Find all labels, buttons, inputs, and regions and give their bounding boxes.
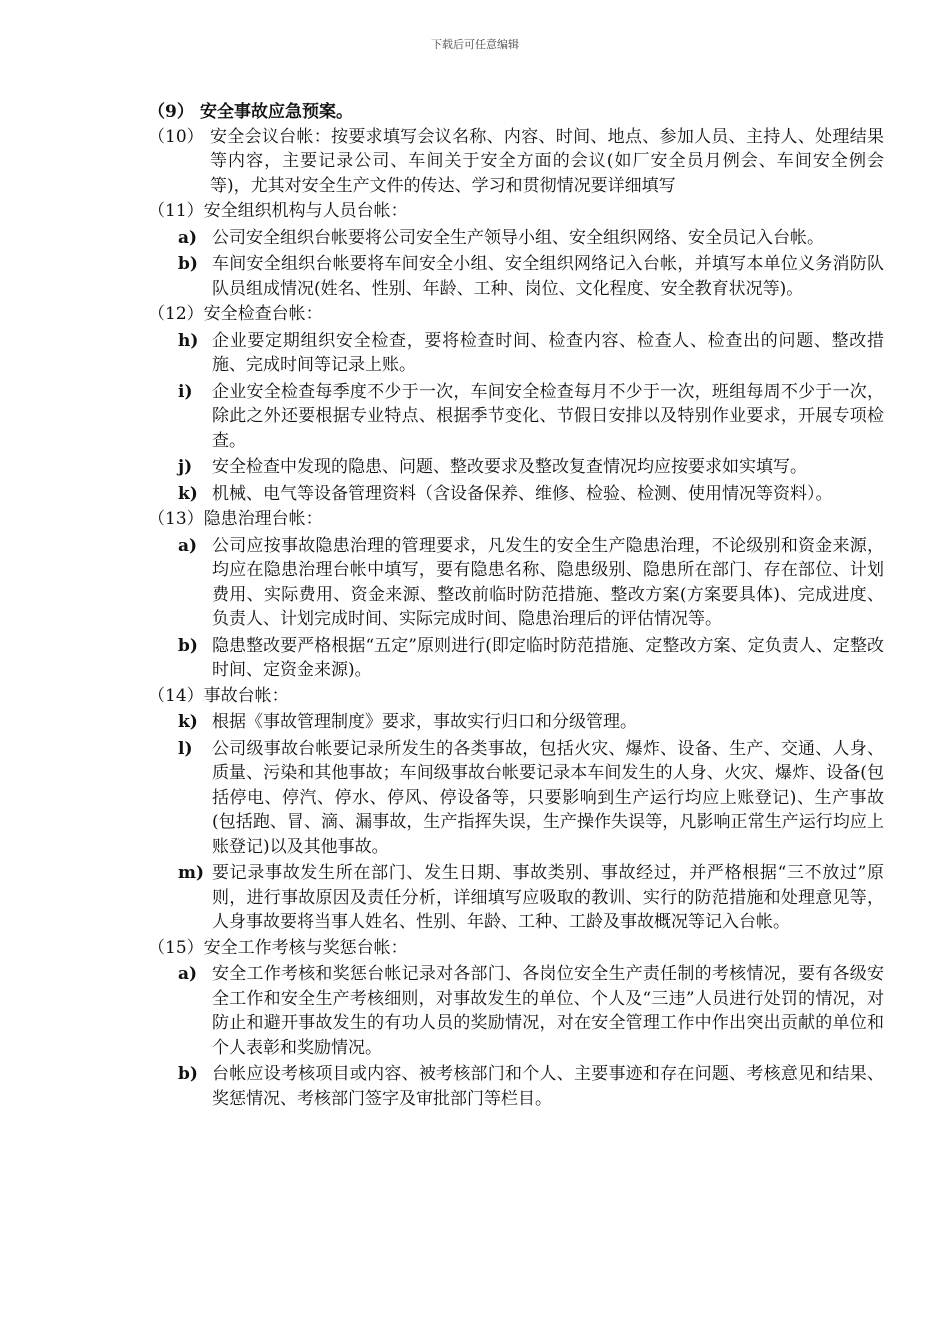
section-15 xyxy=(148,936,884,1112)
list-text: 企业要定期组织安全检查，要将检查时间、检查内容、检查人、检查出的问题、整改措施、完成时间等记录上账。 xyxy=(212,330,884,375)
list-text: 公司级事故台帐要记录所发生的各类事故，包括火灾、爆炸、设备、生产、交通、人身、质量、污染和其他事故；车间级事故台帐要记录本车间发生的人身、火灾、爆炸、设备(包括停电、停汽、停水、停风、停设备等，只要影响到生产运行均应上账登记)、生产事故(包括跑、冒、滴、漏事故，生产指挥失误，生产操作失误等，凡影响正常生产运行均应上账登记)以及其他事故。 xyxy=(212,738,884,857)
list-item xyxy=(178,226,884,251)
item-10 xyxy=(148,125,884,199)
list-text: 安全工作考核和奖惩台帐记录对各部门、各岗位安全生产责任制的考核情况，要有各级安全工作和安全生产考核细则，对事故发生的单位、个人及“三违”人员进行处罚的情况，对防止和避开事故发生的有功人员的奖励情况，对在安全管理工作中作出突出贡献的单位和个人表彰和奖励情况。 xyxy=(212,964,884,1058)
list-item xyxy=(178,329,884,378)
list-marker: h) xyxy=(178,330,199,351)
item-9-number: （9） xyxy=(148,102,194,122)
list-marker: b) xyxy=(178,635,198,656)
list-marker: a) xyxy=(178,964,198,984)
list-marker: k) xyxy=(178,712,198,732)
list-marker: a) xyxy=(178,227,198,248)
list-marker: a) xyxy=(178,535,198,556)
list-item xyxy=(178,252,884,301)
list-item xyxy=(178,380,884,454)
list-item xyxy=(178,962,884,1060)
list-text: 公司应按事故隐患治理的管理要求，凡发生的安全生产隐患治理，不论级别和资金来源，均应在隐患治理台帐中填写，要有隐患名称、隐患级别、隐患所在部门、存在部位、计划费用、实际费用、资金来源、整改前临时防范措施、整改方案(方案要具体)、完成进度、负责人、计划完成时间、实际完成时间、隐患治理后的评估情况等。 xyxy=(212,535,884,629)
page-header: 下载后可任意编辑 xyxy=(431,38,519,51)
list-text: 隐患整改要严格根据“五定”原则进行(即定临时防范措施、定整改方案、定负责人、定整改时间、定资金来源)。 xyxy=(212,635,884,680)
list-text: 公司安全组织台帐要将公司安全生产领导小组、安全组织网络、安全员记入台帐。 xyxy=(212,227,824,248)
section-title: （14）事故台帐： xyxy=(148,685,289,706)
list-marker: m) xyxy=(178,863,205,883)
list-marker: l) xyxy=(178,738,193,759)
list-item xyxy=(178,634,884,683)
list-item xyxy=(178,861,884,935)
list-marker: j) xyxy=(178,457,193,477)
list-item xyxy=(178,737,884,860)
list-text: 台帐应设考核项目或内容、被考核部门和个人、主要事迹和存在问题、考核意见和结果、奖惩情况、考核部门签字及审批部门等栏目。 xyxy=(212,1064,884,1109)
list-text: 机械、电气等设备管理资料（含设备保养、维修、检验、检测、使用情况等资料）。 xyxy=(212,483,833,504)
section-14 xyxy=(148,684,884,935)
list-text: 根据《事故管理制度》要求，事故实行归口和分级管理。 xyxy=(212,712,637,732)
list-item xyxy=(178,482,884,507)
item-10-number: （10） xyxy=(148,126,204,147)
list-text: 要记录事故发生所在部门、发生日期、事故类别、事故经过，并严格根据“三不放过”原则，进行事故原因及责任分析，详细填写应吸取的教训、实行的防范措施和处理意见等，人身事故要将当事人姓名、性别、年龄、工种、工龄及事故概况等记入台帐。 xyxy=(212,863,884,932)
section-title: （11）安全组织机构与人员台帐： xyxy=(148,201,408,221)
list-text: 车间安全组织台帐要将车间安全小组、安全组织网络记入台帐，并填写本单位义务消防队队员组成情况(姓名、性别、年龄、工种、岗位、文化程度、安全教育状况等)。 xyxy=(212,254,884,299)
document-body xyxy=(148,100,884,1111)
list-marker: k) xyxy=(178,483,198,504)
section-title: （12）安全检查台帐： xyxy=(148,304,323,324)
list-text: 企业安全检查每季度不少于一次，车间安全检查每月不少于一次，班组每周不少于一次，除此之外还要根据专业特点、根据季节变化、节假日安排以及特别作业要求，开展专项检查。 xyxy=(212,381,884,451)
list-item xyxy=(178,534,884,632)
list-marker: b) xyxy=(178,254,198,274)
item-10-text: 安全会议台帐：按要求填写会议名称、内容、时间、地点、参加人员、主持人、处理结果等内容，主要记录公司、车间关于安全方面的会议(如厂安全员月例会、车间安全例会等)，尤其对安全生产文件的传达、学习和贯彻情况要详细填写 xyxy=(210,126,884,196)
section-13 xyxy=(148,507,884,683)
list-text: 安全检查中发现的隐患、问题、整改要求及整改复查情况均应按要求如实填写。 xyxy=(212,457,807,477)
list-item xyxy=(178,710,884,735)
list-marker: b) xyxy=(178,1064,198,1084)
item-9-text: 安全事故应急预案。 xyxy=(200,102,353,122)
list-item xyxy=(178,455,884,480)
item-9 xyxy=(148,100,884,125)
list-marker: i) xyxy=(178,381,193,402)
section-11 xyxy=(148,199,884,301)
list-item xyxy=(178,1062,884,1111)
section-title: （15）安全工作考核与奖惩台帐： xyxy=(148,937,408,958)
section-title: （13）隐患治理台帐： xyxy=(148,509,323,529)
section-12 xyxy=(148,302,884,506)
